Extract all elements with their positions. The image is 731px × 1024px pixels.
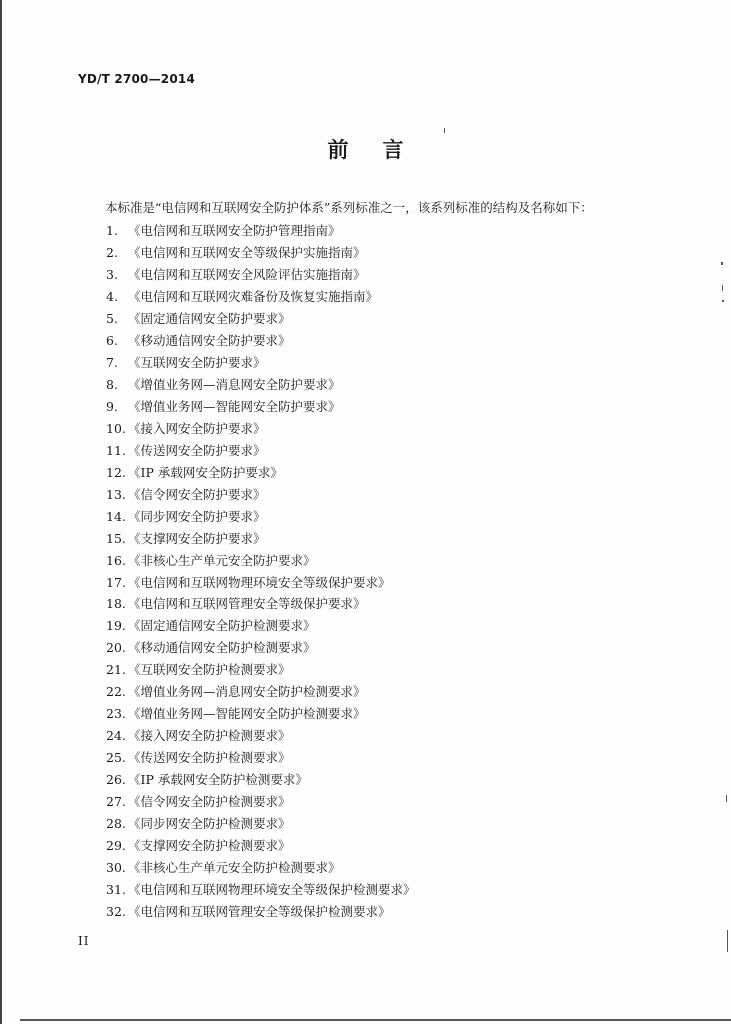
list-item xyxy=(106,528,416,550)
page-title: 前言 xyxy=(327,138,438,162)
list-item-title: 《固定通信网安全防护要求》 xyxy=(128,310,291,326)
list-item-number: 19. xyxy=(106,618,126,634)
list-item-title: 《接入网安全防护要求》 xyxy=(128,420,266,436)
list-item-number: 20. xyxy=(106,640,126,656)
list-item-title: 《电信网和互联网安全等级保护实施指南》 xyxy=(128,244,366,260)
list-item-title: 《支撑网安全防护要求》 xyxy=(128,530,266,546)
scan-speck xyxy=(722,285,723,291)
list-item xyxy=(106,659,416,681)
list-item-number: 1. xyxy=(106,223,118,238)
scan-speck xyxy=(726,795,727,802)
list-item-title: 《电信网和互联网安全防护管理指南》 xyxy=(128,223,341,238)
list-item xyxy=(106,835,416,857)
standards-list xyxy=(106,220,416,923)
list-item-title: 《电信网和互联网管理安全等级保护检测要求》 xyxy=(128,904,391,920)
list-item xyxy=(106,220,416,242)
list-item-title: 《增值业务网—智能网安全防护检测要求》 xyxy=(128,706,366,722)
intro-paragraph: 本标准是“电信网和互联网安全防护体系”系列标准之一，该系列标准的结构及名称如下： xyxy=(105,200,593,215)
list-item-number: 2. xyxy=(106,244,118,260)
list-item-title: 《电信网和互联网物理环境安全等级保护要求》 xyxy=(128,574,391,590)
list-item-number: 15. xyxy=(106,530,126,546)
document-code: YD/T 2700—2014 xyxy=(78,72,195,86)
list-item-number: 26. xyxy=(106,772,126,788)
list-item-title: 《信令网安全防护要求》 xyxy=(128,486,266,502)
list-item-title: 《IP 承载网安全防护检测要求》 xyxy=(128,772,308,788)
list-item-number: 25. xyxy=(106,750,126,766)
list-item-title: 《电信网和互联网安全风险评估实施指南》 xyxy=(128,266,366,282)
list-item-number: 5. xyxy=(106,310,118,326)
list-item-number: 11. xyxy=(106,442,126,458)
list-item xyxy=(106,791,416,813)
list-item-number: 29. xyxy=(106,838,126,854)
list-item xyxy=(106,593,416,615)
list-item-title: 《同步网安全防护要求》 xyxy=(128,508,266,524)
list-item-number: 6. xyxy=(106,332,118,348)
list-item xyxy=(106,396,416,418)
list-item xyxy=(106,703,416,725)
list-item-title: 《增值业务网—消息网安全防护要求》 xyxy=(128,376,341,392)
list-item-title: 《非核心生产单元安全防护检测要求》 xyxy=(128,860,341,876)
list-item xyxy=(106,901,416,923)
list-item xyxy=(106,264,416,286)
list-item xyxy=(106,813,416,835)
list-item-number: 24. xyxy=(106,728,126,744)
list-item-number: 23. xyxy=(106,706,126,722)
scan-speck xyxy=(444,128,445,133)
list-item-title: 《移动通信网安全防护要求》 xyxy=(128,332,291,348)
scan-speck xyxy=(727,930,728,952)
list-item xyxy=(106,440,416,462)
list-item-title: 《互联网安全防护要求》 xyxy=(128,354,266,370)
list-item-number: 31. xyxy=(106,882,126,898)
list-item-title: 《非核心生产单元安全防护要求》 xyxy=(128,552,316,568)
list-item-title: 《移动通信网安全防护检测要求》 xyxy=(128,640,316,656)
list-item-title: 《互联网安全防护检测要求》 xyxy=(128,662,291,678)
list-item-number: 13. xyxy=(106,486,126,502)
page-number: II xyxy=(78,934,90,948)
list-item-number: 12. xyxy=(106,464,126,480)
list-item-number: 16. xyxy=(106,552,126,568)
list-item xyxy=(106,484,416,506)
list-item-number: 21. xyxy=(106,662,126,678)
list-item xyxy=(106,747,416,769)
list-item-number: 18. xyxy=(106,596,126,612)
list-item xyxy=(106,242,416,264)
list-item-title: 《IP 承载网安全防护要求》 xyxy=(128,464,283,480)
list-item-title: 《电信网和互联网物理环境安全等级保护检测要求》 xyxy=(128,882,416,898)
page-bottom-edge xyxy=(20,1019,731,1021)
list-item-title: 《电信网和互联网管理安全等级保护要求》 xyxy=(128,596,366,612)
list-item-title: 《传送网安全防护要求》 xyxy=(128,442,266,458)
list-item xyxy=(106,462,416,484)
list-item-title: 《固定通信网安全防护检测要求》 xyxy=(128,618,316,634)
list-item xyxy=(106,308,416,330)
list-item-number: 30. xyxy=(106,860,126,876)
list-item xyxy=(106,374,416,396)
list-item-title: 《电信网和互联网灾难备份及恢复实施指南》 xyxy=(128,288,379,304)
list-item xyxy=(106,506,416,528)
list-item-number: 8. xyxy=(106,376,118,392)
list-item xyxy=(106,352,416,374)
list-item-title: 《同步网安全防护检测要求》 xyxy=(128,816,291,832)
list-item-number: 7. xyxy=(106,354,118,370)
list-item xyxy=(106,286,416,308)
list-item xyxy=(106,418,416,440)
list-item xyxy=(106,769,416,791)
list-item-number: 4. xyxy=(106,288,118,304)
list-item-number: 28. xyxy=(106,816,126,832)
list-item-number: 22. xyxy=(106,684,126,700)
list-item-number: 27. xyxy=(106,794,126,810)
list-item xyxy=(106,572,416,594)
list-item-number: 10. xyxy=(106,420,126,436)
scan-speck xyxy=(721,262,723,265)
list-item xyxy=(106,550,416,572)
list-item-number: 14. xyxy=(106,508,126,524)
list-item-title: 《信令网安全防护检测要求》 xyxy=(128,794,291,810)
list-item xyxy=(106,637,416,659)
list-item-number: 17. xyxy=(106,574,126,590)
list-item-number: 32. xyxy=(106,904,126,920)
list-item-title: 《增值业务网—智能网安全防护要求》 xyxy=(128,398,341,414)
list-item-title: 《传送网安全防护检测要求》 xyxy=(128,750,291,766)
list-item xyxy=(106,615,416,637)
list-item xyxy=(106,330,416,352)
scan-speck xyxy=(722,300,724,302)
list-item-title: 《增值业务网—消息网安全防护检测要求》 xyxy=(128,684,366,700)
list-item-title: 《支撑网安全防护检测要求》 xyxy=(128,838,291,854)
list-item xyxy=(106,725,416,747)
list-item-number: 3. xyxy=(106,266,118,282)
list-item xyxy=(106,879,416,901)
list-item xyxy=(106,857,416,879)
list-item-title: 《接入网安全防护检测要求》 xyxy=(128,728,291,744)
list-item-number: 9. xyxy=(106,398,118,414)
list-item xyxy=(106,681,416,703)
